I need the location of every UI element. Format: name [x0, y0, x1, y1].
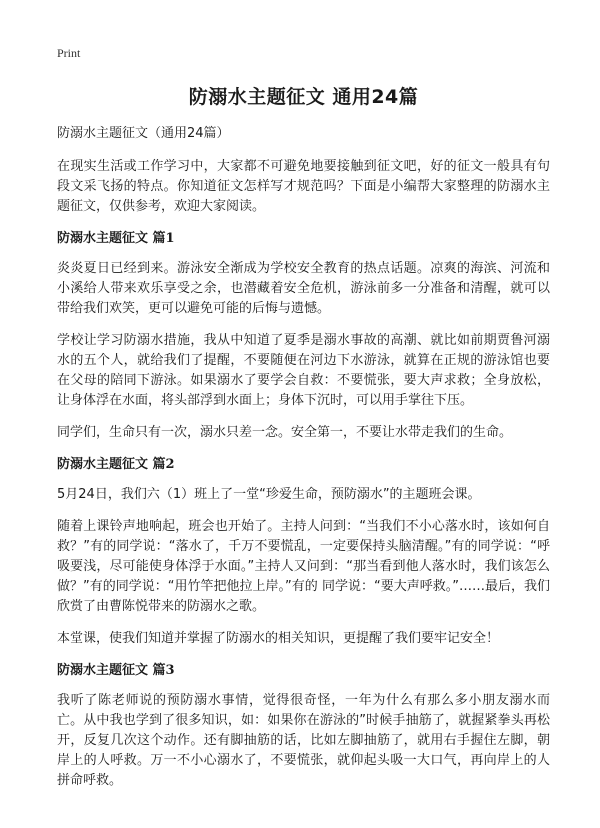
- section-heading-3: 防溺水主题征文 篇3: [57, 663, 175, 678]
- page-title: 防溺水主题征文 通用24篇: [188, 86, 419, 108]
- section-2-paragraph-1: 5月24日，我们六（1）班上了一堂“珍爱生命，预防溺水”的主题班会课。: [57, 487, 481, 502]
- section-1-paragraph-3: 同学们，生命只有一次，溺水只差一念。安全第一，不要让水带走我们的生命。: [57, 425, 513, 440]
- print-link[interactable]: Print: [57, 46, 81, 60]
- section-1-paragraph-2: 学校让学习防溺水措施，我从中知道了夏季是溺水事故的高潮、就比如前期贾鲁河溺水的五个人，就给我们了提醒，不要随便在河边下水游泳，就算在正规的游泳馆也要在父母的陪同下游泳。如果溺水了要学会自救：不要慌张，要大声求救；全身放松，让身体浮在水面，将头部浮到水面上；身体下沉时，可以用手掌往下压。: [57, 333, 550, 408]
- section-2-paragraph-2: 随着上课铃声地响起，班会也开始了。主持人问到：“当我们不小心落水时，该如何自救？”有的同学说：“落水了，千万不要慌乱，一定要保持头脑清醒。”有的同学说：“呼吸要浅，尽可能使身体浮于水面。”主持人又问到：“那当看到他人落水时，我们该怎么做？”有的同学说：“用竹竿把他拉上岸。”有的 同学说：“要大声呼救。”……最后，我们欣赏了由曹陈悦带来的防溺水之歌。: [57, 519, 550, 614]
- intro-paragraph: 在现实生活或工作学习中，大家都不可避免地要接触到征文吧，好的征文一般具有句段文采飞扬的特点。你知道征文怎样写才规范吗？下面是小编帮大家整理的防溺水主题征文，仅供参考，欢迎大家阅读。: [57, 159, 550, 214]
- section-2-paragraph-3: 本堂课，使我们知道并掌握了防溺水的相关知识，更提醒了我们要牢记安全！: [57, 631, 500, 646]
- section-1-paragraph-1: 炎炎夏日已经到来。游泳安全渐成为学校安全教育的热点话题。凉爽的海滨、河流和小溪给人带来欢乐享受之余，也潜藏着安全危机，游泳前多一分准备和清醒，就可以带给我们欢笑，更可以避免可能的后悔与遗憾。: [57, 261, 550, 316]
- document-subtitle: 防溺水主题征文（通用24篇）: [57, 126, 230, 141]
- section-heading-1: 防溺水主题征文 篇1: [57, 231, 175, 246]
- section-3-paragraph-1: 我听了陈老师说的预防溺水事情，觉得很奇怪，一年为什么有那么多小朋友溺水而亡。从中我也学到了很多知识，如：如果你在游泳的”时候手抽筋了，就握紧拳头再松开，反复几次这个动作。还有脚抽筋的话，比如左脚抽筋了，就用右手握住左脚，朝岸上的人呼救。万一不小心溺水了，不要慌张，就仰起头吸一大口气，再向岸上的人拼命呼救。: [57, 693, 550, 788]
- section-heading-2: 防溺水主题征文 篇2: [57, 457, 175, 472]
